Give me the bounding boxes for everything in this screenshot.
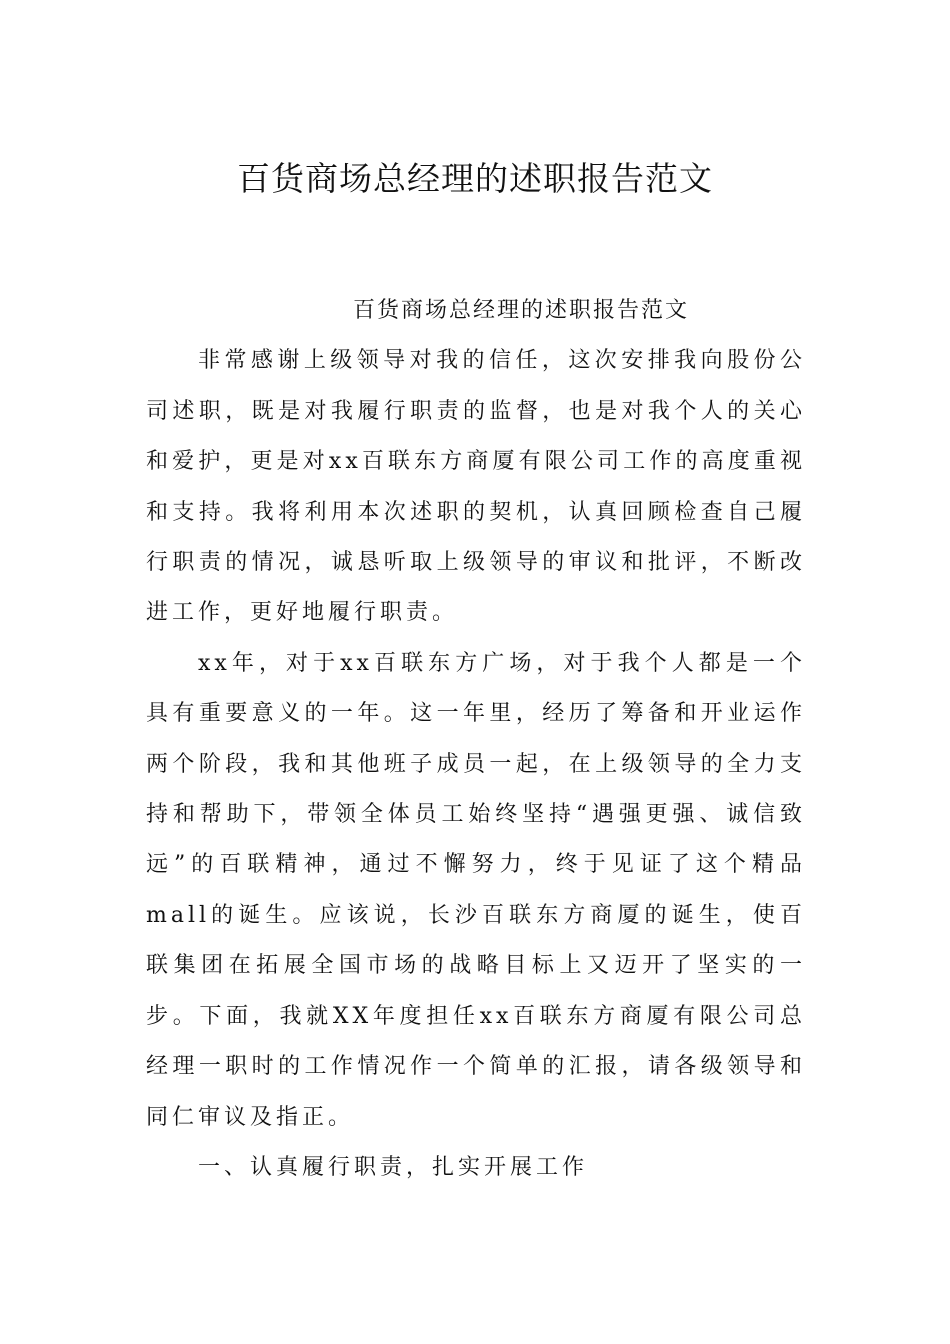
document-body: [146, 286, 806, 1193]
document-title: 百货商场总经理的述职报告范文: [237, 159, 713, 198]
section-heading: 一、认真履行职责，扎实开展工作: [198, 1154, 589, 1180]
document-subtitle: 百货商场总经理的述职报告范文: [352, 298, 689, 323]
paragraph-intro: 非常感谢上级领导对我的信任，这次安排我向股份公司述职，既是对我履行职责的监督，也是对我个人的关心和爱护，更是对xx百联东方商厦有限公司工作的高度重视和支持。我将利用本次述职的契机，认真回顾检查自己履行职责的情况，诚恳听取上级领导的审议和批评，不断改进工作，更好地履行职责。: [146, 348, 806, 626]
paragraph-year-review: xx年，对于xx百联东方广场，对于我个人都是一个具有重要意义的一年。这一年里，经历了筹备和开业运作两个阶段，我和其他班子成员一起，在上级领导的全力支持和帮助下，带领全体员工始终坚持“遇强更强、诚信致远”的百联精神，通过不懈努力，终于见证了这个精品mall的诞生。应该说，长沙百联东方商厦的诞生，使百联集团在拓展全国市场的战略目标上又迈开了坚实的一步。下面，我就XX年度担任xx百联东方商厦有限公司总经理一职时的工作情况作一个简单的汇报，请各级领导和同仁审议及指正。: [146, 650, 806, 1130]
